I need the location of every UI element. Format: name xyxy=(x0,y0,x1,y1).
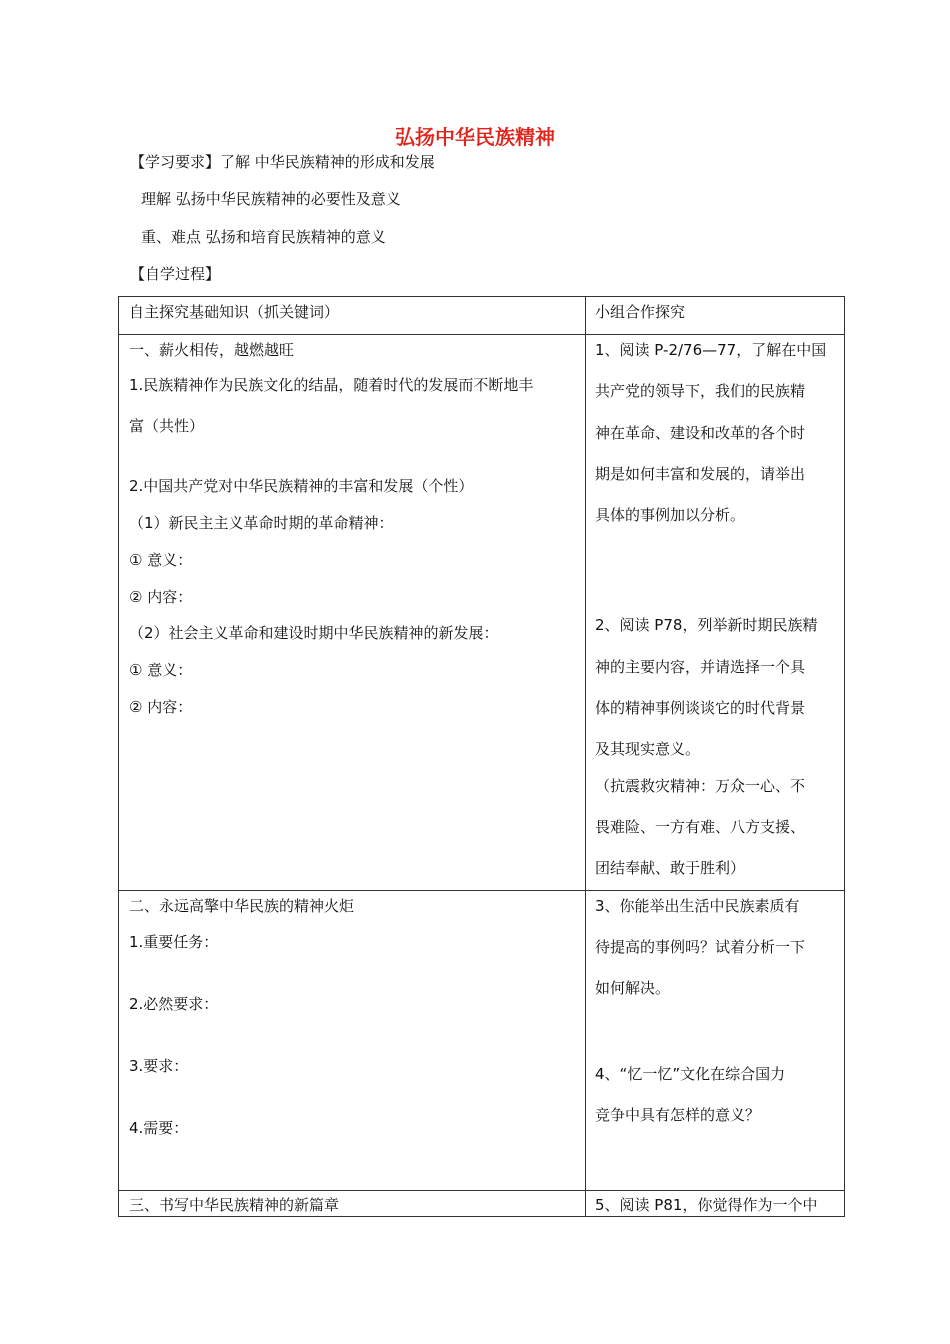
section-three-heading: 三、书写中华民族精神的新篇章 xyxy=(129,1196,340,1214)
list-item: 1.民族精神作为民族文化的结晶，随着时代的发展而不断地丰 xyxy=(129,376,534,394)
question-line: 神的主要内容，并请选择一个具 xyxy=(595,658,806,676)
self-study-heading: 【自学过程】 xyxy=(130,265,221,283)
question-line: 待提高的事例吗？试着分析一下 xyxy=(595,938,806,956)
header-group-inquiry: 小组合作探究 xyxy=(595,303,686,321)
section-one-inquiry-cell xyxy=(586,335,845,891)
question-line: 1、阅读 P-2/76—77，了解在中国 xyxy=(595,341,827,359)
header-cell-basic-knowledge xyxy=(119,297,586,335)
question-line: 竞争中具有怎样的意义？ xyxy=(595,1106,761,1124)
list-item: 3.要求： xyxy=(129,1057,189,1075)
question-line: 5、阅读 P81，你觉得作为一个中 xyxy=(595,1196,818,1214)
table-row xyxy=(119,335,845,891)
list-item: 2.必然要求： xyxy=(129,995,219,1013)
list-item: ① 意义： xyxy=(129,661,193,679)
list-item: （2）社会主义革命和建设时期中华民族精神的新发展： xyxy=(129,624,499,642)
question-line: 2、阅读 P78，列举新时期民族精 xyxy=(595,616,818,634)
question-line: 期是如何丰富和发展的，请举出 xyxy=(595,465,806,483)
list-item: 4.需要： xyxy=(129,1119,189,1137)
section-two-heading: 二、永远高擎中华民族的精神火炬 xyxy=(129,897,355,915)
study-requirement: 【学习要求】了解 中华民族精神的形成和发展 xyxy=(130,153,435,171)
header-basic-knowledge: 自主探究基础知识（抓关键词） xyxy=(129,303,340,321)
section-two-knowledge-cell xyxy=(119,891,586,1191)
question-line: 如何解决。 xyxy=(595,979,671,997)
list-item: ② 内容： xyxy=(129,698,193,716)
question-line: 4、“忆一忆”文化在综合国力 xyxy=(595,1065,786,1083)
question-line: 团结奉献、敢于胜利） xyxy=(595,859,746,877)
list-item: 1.重要任务： xyxy=(129,933,219,951)
question-line: （抗震救灾精神：万众一心、不 xyxy=(595,777,806,795)
table-row xyxy=(119,1191,845,1217)
study-table xyxy=(118,296,845,1217)
section-one-knowledge-cell xyxy=(119,335,586,891)
section-two-inquiry-cell xyxy=(586,891,845,1191)
list-item: ① 意义： xyxy=(129,551,193,569)
section-three-inquiry-cell xyxy=(586,1191,845,1217)
table-row xyxy=(119,891,845,1191)
page-title: 弘扬中华民族精神 xyxy=(395,125,555,149)
header-cell-group-inquiry xyxy=(586,297,845,335)
question-line: 神在革命、建设和改革的各个时 xyxy=(595,424,806,442)
list-item: （1）新民主主义革命时期的革命精神： xyxy=(129,514,394,532)
section-three-knowledge-cell xyxy=(119,1191,586,1217)
section-one-heading: 一、薪火相传，越燃越旺 xyxy=(129,341,295,359)
question-line: 具体的事例加以分析。 xyxy=(595,506,746,524)
understand-requirement: 理解 弘扬中华民族精神的必要性及意义 xyxy=(141,190,401,208)
list-item: 富（共性） xyxy=(129,417,205,435)
question-line: 3、你能举出生活中民族素质有 xyxy=(595,897,800,915)
table-header-row xyxy=(119,297,845,335)
list-item: 2.中国共产党对中华民族精神的丰富和发展（个性） xyxy=(129,477,474,495)
list-item: ② 内容： xyxy=(129,588,193,606)
question-line: 畏难险、一方有难、八方支援、 xyxy=(595,818,806,836)
key-difficult-points: 重、难点 弘扬和培育民族精神的意义 xyxy=(141,228,386,246)
question-line: 体的精神事例谈谈它的时代背景 xyxy=(595,699,806,717)
question-line: 及其现实意义。 xyxy=(595,740,701,758)
question-line: 共产党的领导下，我们的民族精 xyxy=(595,382,806,400)
